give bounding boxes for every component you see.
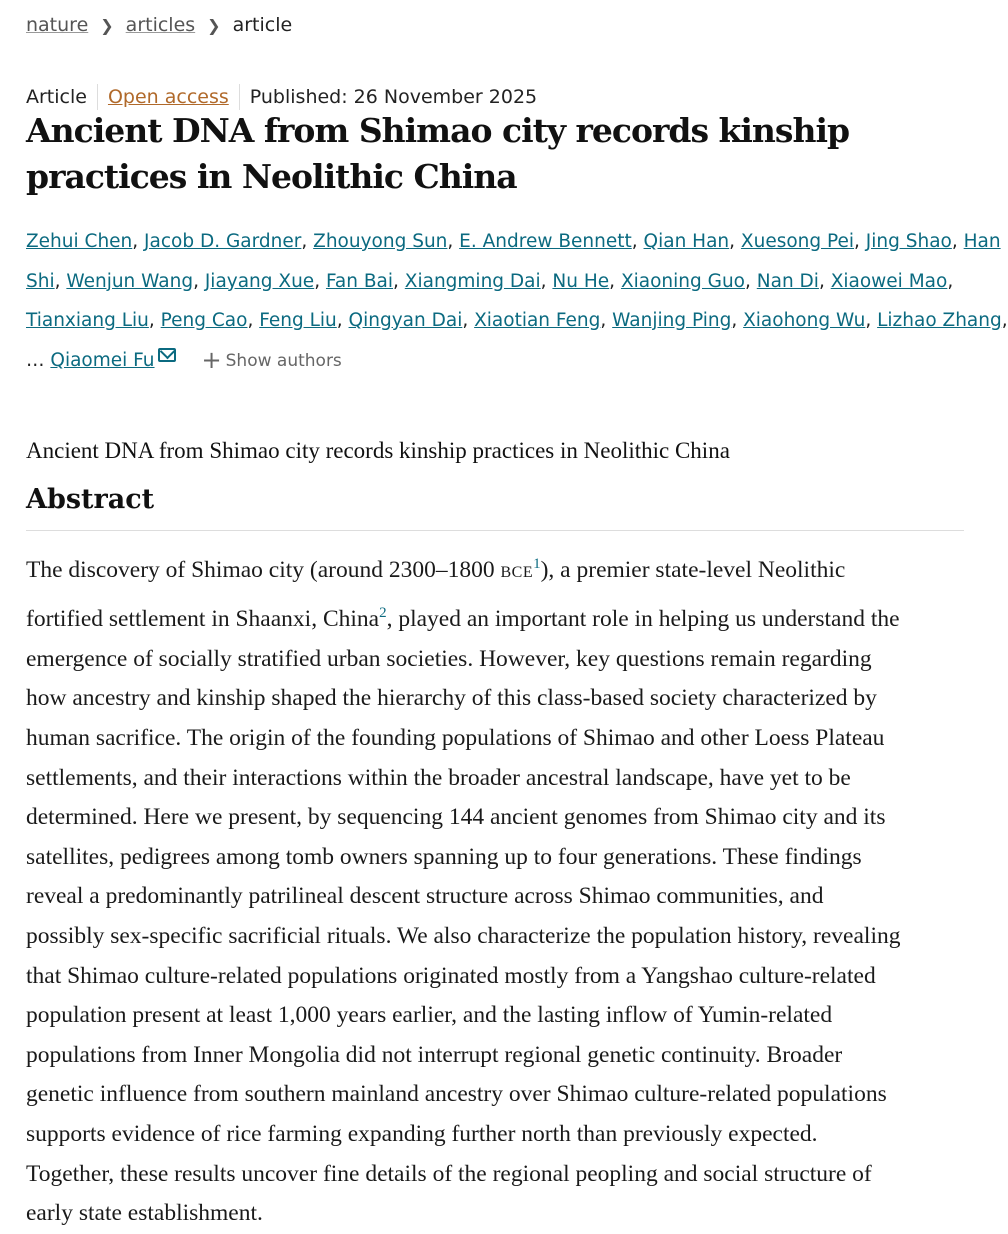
author-link[interactable]: Wanjing Ping (612, 310, 732, 331)
author-link[interactable]: Jiayang Xue (204, 270, 315, 292)
abstract-line (26, 543, 900, 592)
text: The discovery of Shimao city (around 2300–1800 (26, 556, 501, 583)
breadcrumb (26, 14, 292, 36)
author-link[interactable]: Qingyan Dai (348, 310, 463, 331)
author-list (26, 222, 1008, 381)
text: reveal a predominantly patrilineal descent structure across Shimao communities, and (26, 883, 824, 910)
reference (379, 601, 387, 622)
breadcrumb-nature-link[interactable]: nature (26, 14, 89, 36)
text: that Shimao culture-related populations originated mostly from a Yangshao culture-related (26, 962, 876, 989)
divider (97, 84, 98, 110)
author-link[interactable]: Peng Cao (160, 310, 248, 331)
text: how ancestry and kinship shaped the hierarchy of this class-based society characterized by (26, 685, 877, 712)
text: early state establishment. (26, 1200, 263, 1227)
author-link[interactable]: Shi (26, 270, 55, 292)
author-line: Shi, Wenjun Wang, Jiayang Xue, Fan Bai, Xiangming Dai, Nu He, Xiaoning Guo, Nan Di, Xiaowei Mao, (26, 270, 954, 292)
abstract-line (26, 759, 900, 799)
author-link[interactable]: Qiaomei Fu (50, 349, 155, 371)
author-link[interactable]: Xuesong Pei (740, 231, 855, 252)
text: supports evidence of rice farming expanding further north than previously expected. (26, 1120, 818, 1147)
author-link[interactable]: Xiangming Dai (404, 270, 541, 292)
show-authors-label: Show authors (225, 350, 342, 371)
text: Together, these results uncover fine details of the regional peopling and social structure of (26, 1160, 872, 1187)
abstract-line (26, 1036, 900, 1076)
chevron-right-icon: ❯ (100, 16, 114, 35)
author-link[interactable]: Lizhao Zhang (877, 310, 1002, 331)
author-link[interactable]: Han (963, 231, 1001, 252)
breadcrumb-current: article (232, 14, 293, 36)
author-link[interactable]: Fan Bai (325, 270, 394, 292)
text: , played an important role in helping us understand the (386, 606, 900, 633)
abstract-line (26, 1075, 900, 1115)
article-type: Article (26, 86, 87, 108)
author-link[interactable]: Xiaoning Guo (620, 270, 745, 292)
article-subtitle: Ancient DNA from Shimao city records kinship practices in Neolithic China (26, 438, 730, 463)
author-line: Zehui Chen, Jacob D. Gardner, Zhouyong Sun, E. Andrew Bennett, Qian Han, Xuesong Pei, Jing Shao, Han (26, 231, 1001, 252)
abstract-line (26, 640, 900, 680)
author-link[interactable]: Wenjun Wang (66, 270, 194, 292)
abstract-line (26, 798, 900, 838)
author-line: Tianxiang Liu, Peng Cao, Feng Liu, Qingyan Dai, Xiaotian Feng, Wanjing Ping, Xiaohong Wu, Lizhao Zhang, (26, 310, 1008, 331)
author-link[interactable]: Zhouyong Sun (313, 231, 448, 252)
author-link[interactable]: Zehui Chen (26, 231, 133, 252)
author-link[interactable]: Jacob D. Gardner (144, 231, 302, 252)
article-meta (26, 84, 537, 110)
breadcrumb-articles-link[interactable]: articles (125, 14, 196, 36)
published-date: Published: 26 November 2025 (249, 86, 538, 108)
small-caps: BCE (500, 563, 534, 581)
abstract-text (26, 543, 900, 1234)
author-link[interactable]: Jing Shao (865, 231, 952, 252)
author-link[interactable]: Xiaowei Mao (830, 270, 948, 292)
text: satellites, pedigrees among tomb owners spanning up to four generations. These findings (26, 843, 862, 870)
chevron-right-icon: ❯ (207, 16, 221, 35)
page-title: Ancient DNA from Shimao city records kinship practices in Neolithic China (26, 111, 850, 196)
author-link[interactable]: Nan Di (756, 270, 819, 292)
text: fortified settlement in Shaanxi, China (26, 606, 380, 633)
author-link[interactable]: E. Andrew Bennett (459, 231, 632, 252)
plus-icon: + (201, 345, 222, 374)
abstract-line (26, 679, 900, 719)
abstract-line (26, 957, 900, 997)
abstract-heading: Abstract (26, 484, 155, 515)
divider (239, 84, 240, 110)
abstract-line (26, 719, 900, 759)
divider (26, 530, 964, 531)
text: possibly sex-specific sacrificial rituals. We also characterize the population history, revealing (26, 923, 901, 949)
author-line (26, 341, 961, 382)
abstract-line (26, 917, 900, 957)
text: ), a premier state-level Neolithic (540, 556, 846, 583)
abstract-line (26, 877, 900, 917)
text: emergence of socially stratified urban societies. However, key questions remain regarding (26, 645, 872, 672)
abstract-line (26, 592, 900, 639)
show-authors-button[interactable] (201, 345, 342, 374)
author-link[interactable]: Qian Han (643, 231, 730, 252)
abstract-line (26, 1155, 900, 1195)
text: human sacrifice. The origin of the founding populations of Shimao and other Loess Plateau (26, 725, 885, 752)
author-link[interactable]: Nu He (552, 270, 610, 292)
reference-link[interactable]: 2 (379, 605, 387, 622)
text: populations from Inner Mongolia did not interrupt regional genetic continuity. Broader (26, 1041, 843, 1068)
abstract-line (26, 1115, 900, 1155)
text: genetic influence from southern mainland ancestry over Shimao culture-related populations (26, 1081, 887, 1108)
author-link[interactable]: Xiaohong Wu (743, 310, 866, 331)
text: population present at least 1,000 years earlier, and the lasting inflow of Yumin-related (26, 1002, 833, 1029)
author-link[interactable]: Xiaotian Feng (474, 310, 601, 331)
abstract-line (26, 996, 900, 1036)
text: settlements, and their interactions within the broader ancestral landscape, have yet to be (26, 764, 851, 791)
mail-icon[interactable] (158, 348, 176, 362)
author-link[interactable]: Feng Liu (259, 310, 337, 331)
abstract-line (26, 1194, 900, 1234)
reference-link[interactable]: 1 (533, 556, 541, 572)
ellipsis: … (26, 349, 51, 371)
text: determined. Here we present, by sequencing 144 ancient genomes from Shimao city and its (26, 804, 886, 831)
reference (533, 552, 541, 573)
author-link[interactable]: Tianxiang Liu (26, 310, 149, 331)
abstract-line (26, 838, 900, 878)
open-access-link[interactable]: Open access (107, 86, 229, 108)
